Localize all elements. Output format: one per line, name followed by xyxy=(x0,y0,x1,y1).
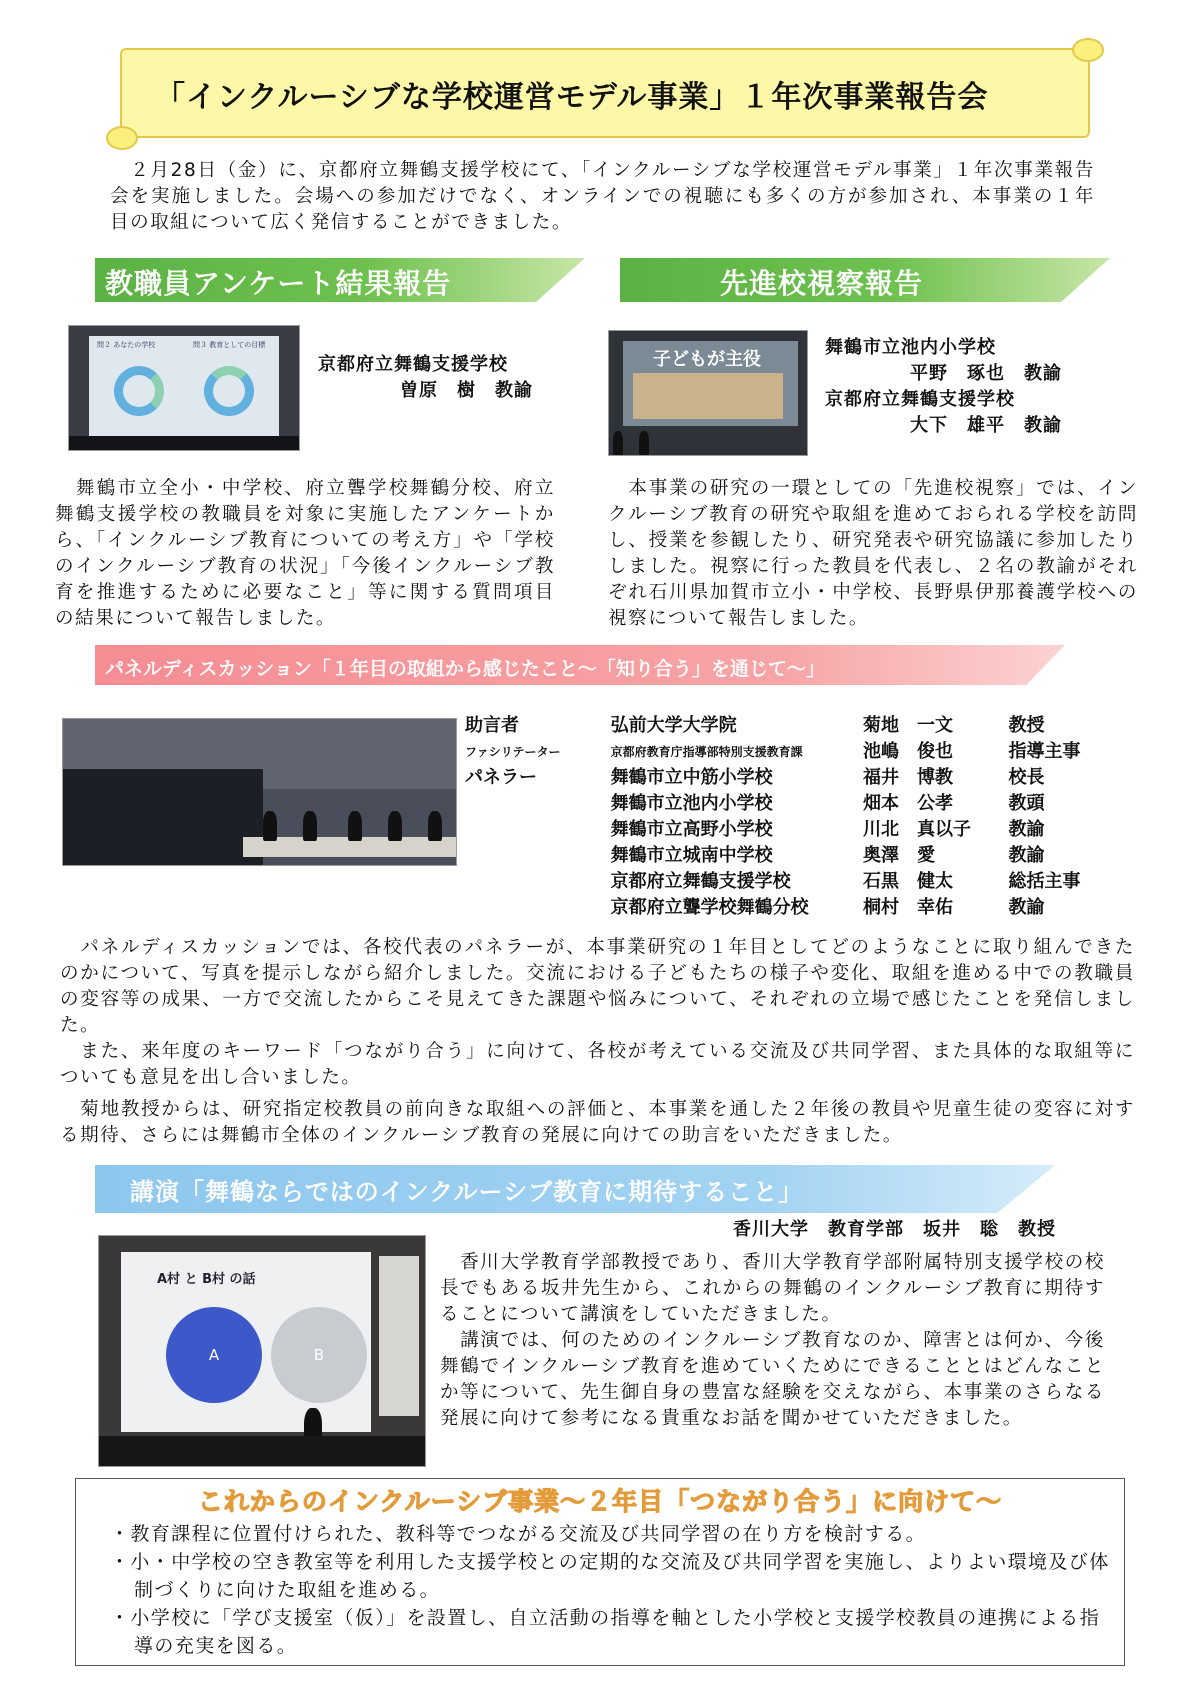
lecture-heading: 講演「舞鶴ならではのインクルーシブ教育に期待すること」 xyxy=(130,1178,804,1206)
village-b-circle: B xyxy=(271,1307,367,1403)
member-name: 桐村 幸佑 xyxy=(862,897,953,918)
future-heading: これからのインクルーシブ事業～２年目「つながり合う」に向けて～ xyxy=(197,1487,1003,1516)
organization: 京都府立舞鶴支援学校 xyxy=(610,871,791,892)
role xyxy=(465,791,611,817)
panel-member-row xyxy=(465,713,1125,739)
member-title: 総括主事 xyxy=(1008,871,1081,892)
panelist xyxy=(303,811,317,841)
member-name: 石黒 健太 xyxy=(862,871,953,892)
audience xyxy=(69,436,300,451)
future-item: ・教育課程に位置付けられた、教科等でつながる交流及び共同学習の在り方を検討する。 xyxy=(110,1523,927,1545)
panel-body-3: 菊地教授からは、研究指定校教員の前向きな取組への評価と、本事業を通した２年後の教員や児童生徒の変容に対する期待、さらには舞鶴市全体のインクルーシブ教育の発展に向けての助言をいただきました。 xyxy=(60,1099,1135,1146)
member-title: 校長 xyxy=(1008,767,1045,788)
member-title: 教諭 xyxy=(1008,897,1045,918)
panelist xyxy=(263,811,277,841)
member-title: 教授 xyxy=(1008,715,1045,736)
organization: 舞鶴市立池内小学校 xyxy=(610,793,773,814)
survey-speaker-name: 曽原 樹 教諭 xyxy=(400,380,533,401)
visit-photo xyxy=(608,330,808,456)
survey-speaker-school: 京都府立舞鶴支援学校 xyxy=(318,354,508,375)
visit-speaker2-name: 大下 雄平 教諭 xyxy=(910,415,1062,436)
member-title: 教頭 xyxy=(1008,793,1045,814)
page-title: 「インクルーシブな学校運営モデル事業」１年次事業報告会 xyxy=(155,80,989,115)
slide-caption-2: 問３ 教育としての目標 xyxy=(193,341,266,349)
member-name: 菊地 一文 xyxy=(862,715,953,736)
audience xyxy=(99,1436,426,1467)
member-title: 指導主事 xyxy=(1008,741,1081,762)
survey-body: 舞鶴市立全小・中学校、府立聾学校舞鶴分校、府立舞鶴支援学校の教職員を対象に実施したアンケートから、「インクルーシブ教育についての考え方」や「学校のインクルーシブ教育の状況」「今後インクルーシブ教育を推進するために必要なこと」等に関する質問項目の結果について報告しました。 xyxy=(55,478,555,629)
projection-screen xyxy=(89,336,279,436)
presenter xyxy=(639,431,649,455)
intro-paragraph: ２月28日（金）に、京都府立舞鶴支援学校にて、「インクルーシブな学校運営モデル事業」１年次事業報告会を実施しました。会場への参加だけでなく、オンラインでの視聴にも多くの方が参加され、本事業の１年目の取組について広く発信することができました。 xyxy=(110,160,1095,233)
presenter xyxy=(613,431,623,455)
panelist xyxy=(348,811,362,841)
panel-member-row xyxy=(465,869,1125,895)
projection-screen xyxy=(121,1252,371,1432)
panel-photo xyxy=(62,718,457,866)
survey-photo xyxy=(68,325,300,451)
member-title: 教諭 xyxy=(1008,845,1045,866)
future-item: ・小学校に「学び支援室（仮）」を設置し、自立活動の指導を軸とした小学校と支援学校教員の連携による指導の充実を図る。 xyxy=(110,1607,1101,1657)
lecture-speaker: 香川大学 教育学部 坂井 聡 教授 xyxy=(733,1219,1056,1240)
visit-heading: 先進校視察報告 xyxy=(720,267,924,300)
organization: 舞鶴市立城南中学校 xyxy=(610,845,773,866)
stage-banner xyxy=(379,1256,419,1416)
role: ファシリテーター xyxy=(465,745,561,759)
panel-body-1: パネルディスカッションでは、各校代表のパネラーが、本事業研究の１年目としてどのようなことに取り組んできたのかについて、写真を提示しながら紹介しました。交流における子どもたちの様子や変化、取組を進める中での教職員の変容等の成果、一方で交流したからこそ見えてきた課題や悩みについて、それぞれの立場で感じたことを発信しました。 xyxy=(60,937,1135,1036)
member-name: 奥澤 愛 xyxy=(862,845,935,866)
lecture-photo xyxy=(98,1235,426,1467)
visit-speaker1-name: 平野 琢也 教諭 xyxy=(910,363,1062,384)
organization: 舞鶴市立中筋小学校 xyxy=(610,767,773,788)
panel-member-row xyxy=(465,739,1125,765)
donut-chart-icon xyxy=(114,366,164,416)
role xyxy=(465,869,611,895)
visit-body: 本事業の研究の一環としての「先進校視察」では、インクルーシブ教育の研究や取組を進めておられる学校を訪問し、授業を参観したり、研究発表や研究協議に参加したりしました。視察に行った教員を代表し、２名の教諭がそれぞれ石川県加賀市立小・中学校、長野県伊那養護学校への視察について報告しました。 xyxy=(608,478,1138,629)
panel-member-row xyxy=(465,895,1125,921)
panel-member-row xyxy=(465,765,1125,791)
organization: 京都府立聾学校舞鶴分校 xyxy=(610,897,809,918)
role xyxy=(465,843,611,869)
slide-text: 子どもが主役 xyxy=(653,349,761,370)
audience xyxy=(63,769,263,866)
panel-member-row xyxy=(465,817,1125,843)
member-name: 池嶋 俊也 xyxy=(862,741,953,762)
panel-body-2: また、来年度のキーワード「つながり合う」に向けて、各校が考えている交流及び共同学習、また具体的な取組等についても意見を出し合いました。 xyxy=(60,1041,1135,1088)
member-title: 教諭 xyxy=(1008,819,1045,840)
panelist xyxy=(388,811,402,841)
slide-title: A村 と B村 の話 xyxy=(157,1272,256,1287)
organization: 弘前大学大学院 xyxy=(610,715,737,736)
member-name: 川北 真以子 xyxy=(862,819,971,840)
organization: 舞鶴市立高野小学校 xyxy=(610,819,773,840)
lecture-body-1: 香川大学教育学部教授であり、香川大学教育学部附属特別支援学校の校長でもある坂井先生から、これからの舞鶴のインクルーシブ教育に期待することについて講演をしていただきました。 xyxy=(440,1252,1105,1325)
slide-caption-1: 問２ あなたの学校 xyxy=(97,341,156,349)
panel-members xyxy=(465,713,1125,921)
donut-chart-icon xyxy=(204,366,254,416)
organization: 京都府教育庁指導部特別支援教育課 xyxy=(610,745,803,759)
role xyxy=(465,895,611,921)
village-a-circle: A xyxy=(166,1307,262,1403)
future-list xyxy=(110,1520,1110,1660)
member-name: 福井 博教 xyxy=(862,767,953,788)
future-item: ・小・中学校の空き教室等を利用した支援学校との定期的な交流及び共同学習を実施し、よりよい環境及び体制づくりに向けた取組を進める。 xyxy=(110,1551,1110,1601)
projection-screen xyxy=(623,341,798,426)
survey-heading: 教職員アンケート結果報告 xyxy=(105,267,452,300)
visit-speaker1-school: 舞鶴市立池内小学校 xyxy=(825,337,996,358)
visit-speaker2-school: 京都府立舞鶴支援学校 xyxy=(825,389,1015,410)
slide-image xyxy=(633,373,783,419)
role: パネラー xyxy=(465,767,537,788)
member-name: 畑本 公孝 xyxy=(862,793,953,814)
lecture-body-2: 講演では、何のためのインクルーシブ教育なのか、障害とは何か、今後舞鶴でインクルーシブ教育を進めていくためにできることとはどんなことか等について、先生御自身の豊富な経験を交えながら、本事業のさらなる発展に向けて参考になる貴重なお話を聞かせていただきました。 xyxy=(440,1330,1105,1429)
role xyxy=(465,817,611,843)
role: 助言者 xyxy=(465,715,519,736)
panel-heading: パネルディスカッション「１年目の取組から感じたこと～「知り合う」を通じて～」 xyxy=(105,658,825,680)
panel-member-row xyxy=(465,843,1125,869)
panel-member-row xyxy=(465,791,1125,817)
panelist xyxy=(428,811,442,841)
